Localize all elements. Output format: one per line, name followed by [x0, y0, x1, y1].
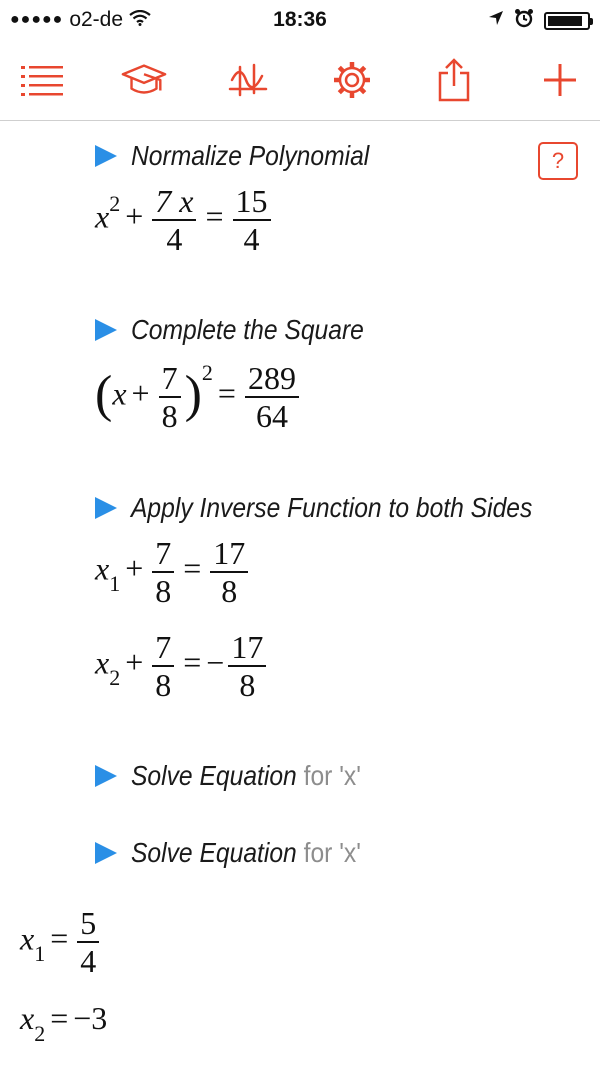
- gear-icon: [330, 58, 374, 102]
- step-title: Complete the Square: [131, 314, 364, 345]
- signal-strength: ●●●●●: [10, 11, 64, 28]
- disclosure-triangle-icon: [95, 319, 117, 341]
- settings-button[interactable]: [328, 56, 376, 104]
- list-button[interactable]: [18, 56, 66, 104]
- disclosure-triangle-icon: [95, 842, 117, 864]
- step-title: Apply Inverse Function to both Sides: [131, 492, 533, 523]
- step-solve-equation-2[interactable]: [95, 836, 392, 870]
- step-solve-equation-1[interactable]: [95, 759, 392, 793]
- help-button[interactable]: ?: [538, 142, 578, 180]
- share-icon: [436, 58, 472, 102]
- step-title: Solve Equation for 'x': [131, 837, 361, 868]
- toolbar: [0, 40, 600, 121]
- disclosure-triangle-icon: [95, 497, 117, 519]
- plus-icon: [542, 62, 578, 98]
- disclosure-triangle-icon: [95, 765, 117, 787]
- step-title: Normalize Polynomial: [131, 140, 370, 171]
- alarm-icon: [514, 8, 534, 33]
- learn-button[interactable]: [120, 56, 168, 104]
- step-title: Solve Equation for 'x': [131, 760, 361, 791]
- disclosure-triangle-icon: [95, 145, 117, 167]
- step-normalize-polynomial[interactable]: [95, 139, 402, 173]
- add-button[interactable]: [536, 56, 584, 104]
- equation-square: (x + $\frac{7}{8}$ )$^2$= $\frac{289}{64}$: [95, 360, 303, 434]
- solution-x1: $x_1$ = $\frac{5}{4}$: [20, 905, 103, 979]
- equation-normalized: $x^2$ + $\frac{7 x}{4}$ = $\frac{15}{4}$: [95, 183, 275, 257]
- carrier-name: o2-de: [69, 8, 124, 31]
- graph-button[interactable]: [224, 56, 272, 104]
- location-arrow-icon: [488, 10, 504, 31]
- step-complete-the-square[interactable]: [95, 313, 396, 347]
- status-bar: [0, 0, 600, 40]
- share-button[interactable]: [430, 56, 478, 104]
- battery-icon: [544, 12, 590, 30]
- battery-level: [548, 16, 582, 26]
- step-apply-inverse-function[interactable]: [95, 491, 587, 525]
- clock: 18:36: [273, 8, 327, 31]
- graph-icon: [226, 62, 270, 98]
- solution-x2: $x_2 = -3$: [20, 1000, 108, 1046]
- equation-inverse-2: $x_2$ + $\frac{7}{8}$ = − $\frac{17}{8}$: [95, 629, 270, 703]
- list-icon: [19, 63, 65, 97]
- graduation-cap-icon: [120, 61, 168, 99]
- equation-inverse-1: $x_1$ + $\frac{7}{8}$ = $\frac{17}{8}$: [95, 535, 252, 609]
